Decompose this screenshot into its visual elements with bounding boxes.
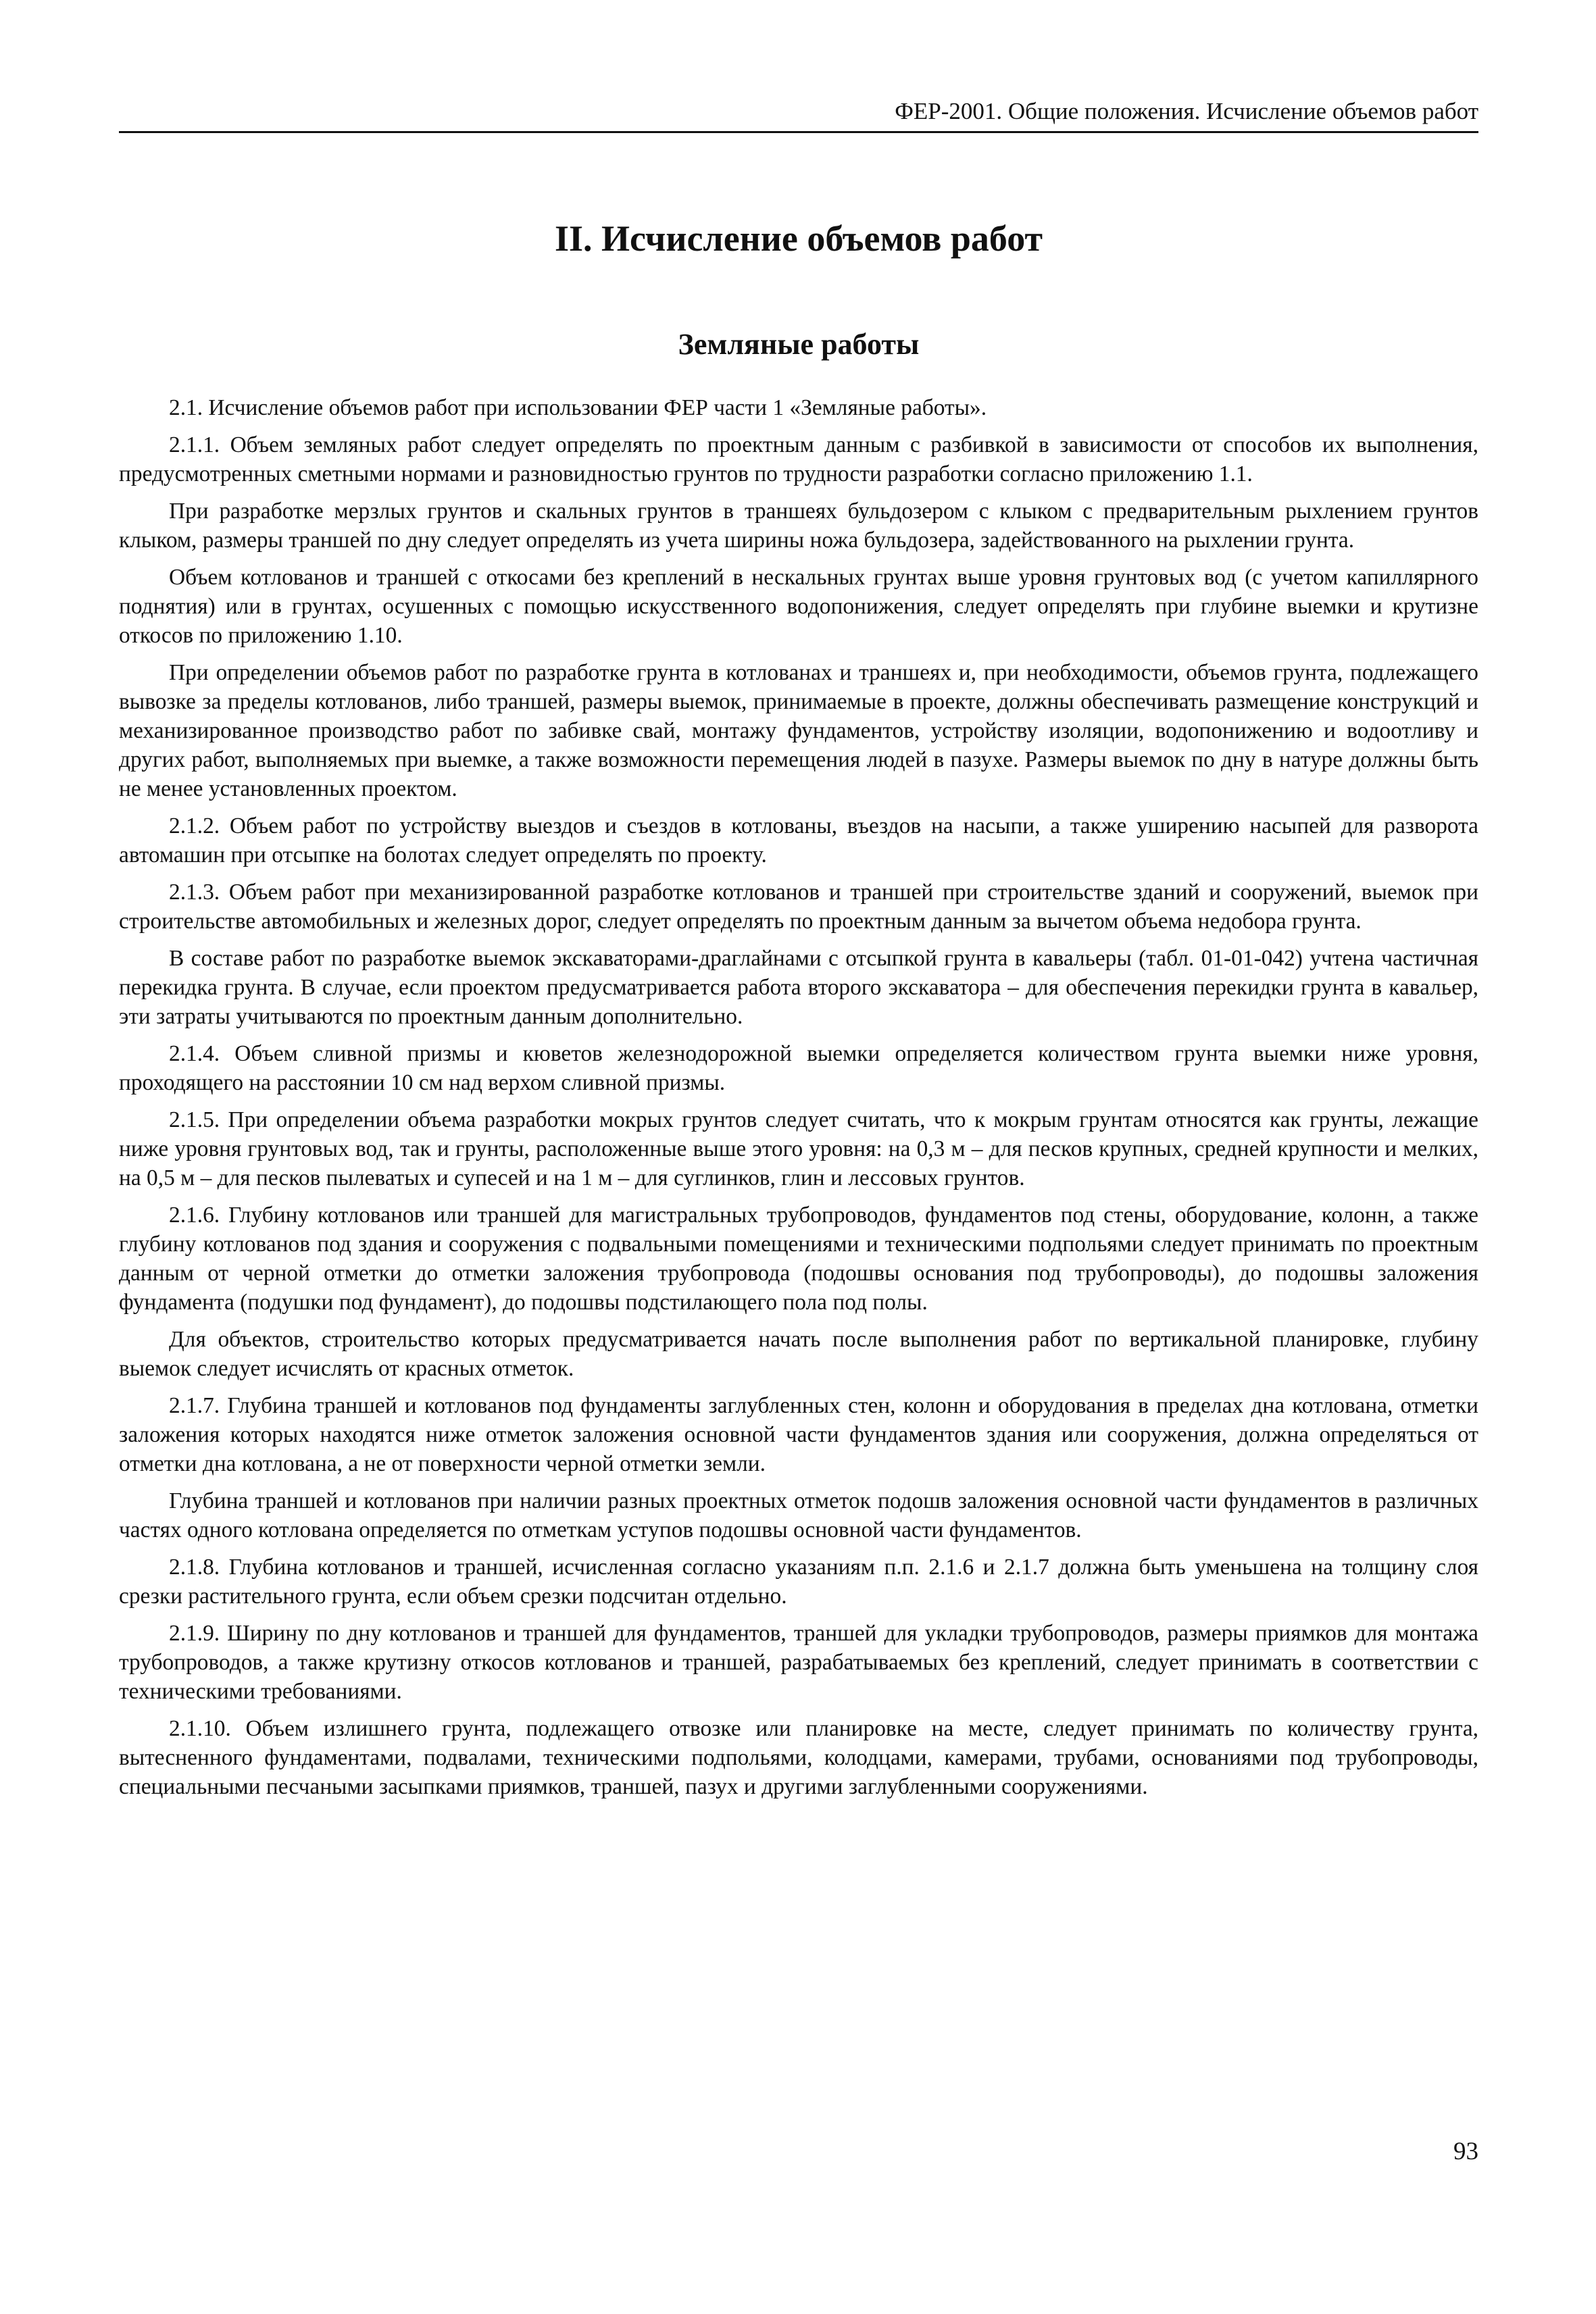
paragraph: 2.1.6. Глубину котлованов или траншей для магистральных трубопроводов, фундаментов под стены, оборудование, колонн, а также глубину котлованов под здания и сооружения с подвальными помещениями и техническими подпольями следует принимать по проектным данным от черной отметки до отметки заложения трубопровода (подошвы основания под трубопроводы), до подошвы заложения фундамента (подушки под фундамент), до подошвы подстилающего пола под полы. (119, 1203, 1478, 1315)
running-header: ФЕР-2001. Общие положения. Исчисление объемов работ (119, 95, 1478, 133)
paragraph: 2.1.2. Объем работ по устройству выездов и съездов в котлованы, въездов на насыпи, а также уширению насыпей для разворота автомашин при отсыпке на болотах следует определять по проекту. (119, 813, 1478, 867)
paragraph: 2.1.3. Объем работ при механизированной разработке котлованов и траншей при строительстве зданий и сооружений, выемок при строительстве автомобильных и железных дорог, следует определять по проектным данным за вычетом объема недобора грунта. (119, 880, 1478, 934)
paragraph: 2.1.7. Глубина траншей и котлованов под фундаменты заглубленных стен, колонн и оборудования в пределах дна котлована, отметки заложения которых находятся ниже отметок заложения основной части фундаментов здания или сооружения, должна определяться от отметки дна котлована, а не от поверхности черной отметки земли. (119, 1393, 1478, 1476)
page-number: 93 (1453, 2138, 1478, 2165)
paragraph: 2.1.1. Объем земляных работ следует определять по проектным данным с разбивкой в зависимости от способов их выполнения, предусмотренных сметными нормами и разновидностью грунтов по трудности разработки согласно приложению 1.1. (119, 432, 1478, 486)
paragraph: Для объектов, строительство которых предусматривается начать после выполнения работ по вертикальной планировке, глубину выемок следует исчислять от красных отметок. (119, 1327, 1478, 1381)
paragraph: 2.1.10. Объем излишнего грунта, подлежащего отвозке или планировке на месте, следует принимать по количеству грунта, вытесненного фундаментами, подвалами, техническими подпольями, колодцами, камерами, трубами, основаниями под трубопроводы, специальными песчаными засыпками приямков, траншей, пазух и другими заглубленными сооружениями. (119, 1716, 1478, 1799)
section-title: II. Исчисление объемов работ (554, 218, 1043, 259)
paragraph: 2.1.4. Объем сливной призмы и кюветов железнодорожной выемки определяется количеством грунта выемки ниже уровня, проходящего на расстоянии 10 см над верхом сливной призмы. (119, 1041, 1478, 1095)
paragraph: В составе работ по разработке выемок экскаваторами-драглайнами с отсыпкой грунта в кавальеры (табл. 01-01-042) учтена частичная перекидка грунта. В случае, если проектом предусматривается работа второго экскаватора – для обеспечения перекидки грунта в кавальер, эти затраты учитываются по проектным данным дополнительно. (119, 946, 1478, 1029)
paragraph: Глубина траншей и котлованов при наличии разных проектных отметок подошв заложения основной части фундаментов в различных частях одного котлована определяется по отметкам уступов подошвы основной части фундаментов. (119, 1488, 1478, 1542)
paragraph: 2.1.8. Глубина котлованов и траншей, исчисленная согласно указаниям п.п. 2.1.6 и 2.1.7 должна быть уменьшена на толщину слоя срезки растительного грунта, если объем срезки подсчитан отдельно. (119, 1555, 1478, 1609)
paragraph: Объем котлованов и траншей с откосами без креплений в нескальных грунтах выше уровня грунтовых вод (с учетом капиллярного поднятия) или в грунтах, осушенных с помощью искусственного водопонижения, следует определять при глубине выемки и крутизне откосов по приложению 1.10. (119, 565, 1478, 648)
paragraph: При разработке мерзлых грунтов и скальных грунтов в траншеях бульдозером с клыком с предварительным рыхлением грунтов клыком, размеры траншей по дну следует определять из учета ширины ножа бульдозера, задействованного на рыхлении грунта. (119, 499, 1478, 553)
body-text (119, 393, 1478, 1809)
paragraph: 2.1.9. Ширину по дну котлованов и траншей для фундаментов, траншей для укладки трубопроводов, размеры приямков для монтажа трубопроводов, а также крутизну откосов котлованов и траншей, разрабатываемых без креплений, следует принимать в соответствии с техническими требованиями. (119, 1621, 1478, 1704)
paragraph: 2.1. Исчисление объемов работ при использовании ФЕР части 1 «Земляные работы». (169, 395, 987, 420)
subsection-title: Земляные работы (678, 328, 920, 361)
paragraph: При определении объемов работ по разработке грунта в котлованах и траншеях и, при необходимости, объемов грунта, подлежащего вывозке за пределы котлованов, либо траншей, размеры выемок, принимаемые в проекте, должны обеспечивать размещение конструкций и механизированное производство работ по забивке свай, монтажу фундаментов, устройству изоляции, водопонижению и водоотливу и других работ, выполняемых при выемке, а также возможности перемещения людей в пазухе. Размеры выемок по дну в натуре должны быть не менее установленных проектом. (119, 660, 1478, 801)
paragraph: 2.1.5. При определении объема разработки мокрых грунтов следует считать, что к мокрым грунтам относятся как грунты, лежащие ниже уровня грунтовых вод, так и грунты, расположенные выше этого уровня: на 0,3 м – для песков крупных, средней крупности и мелких, на 0,5 м – для песков пылеватых и супесей и на 1 м – для суглинков, глин и лессовых грунтов. (119, 1107, 1478, 1190)
